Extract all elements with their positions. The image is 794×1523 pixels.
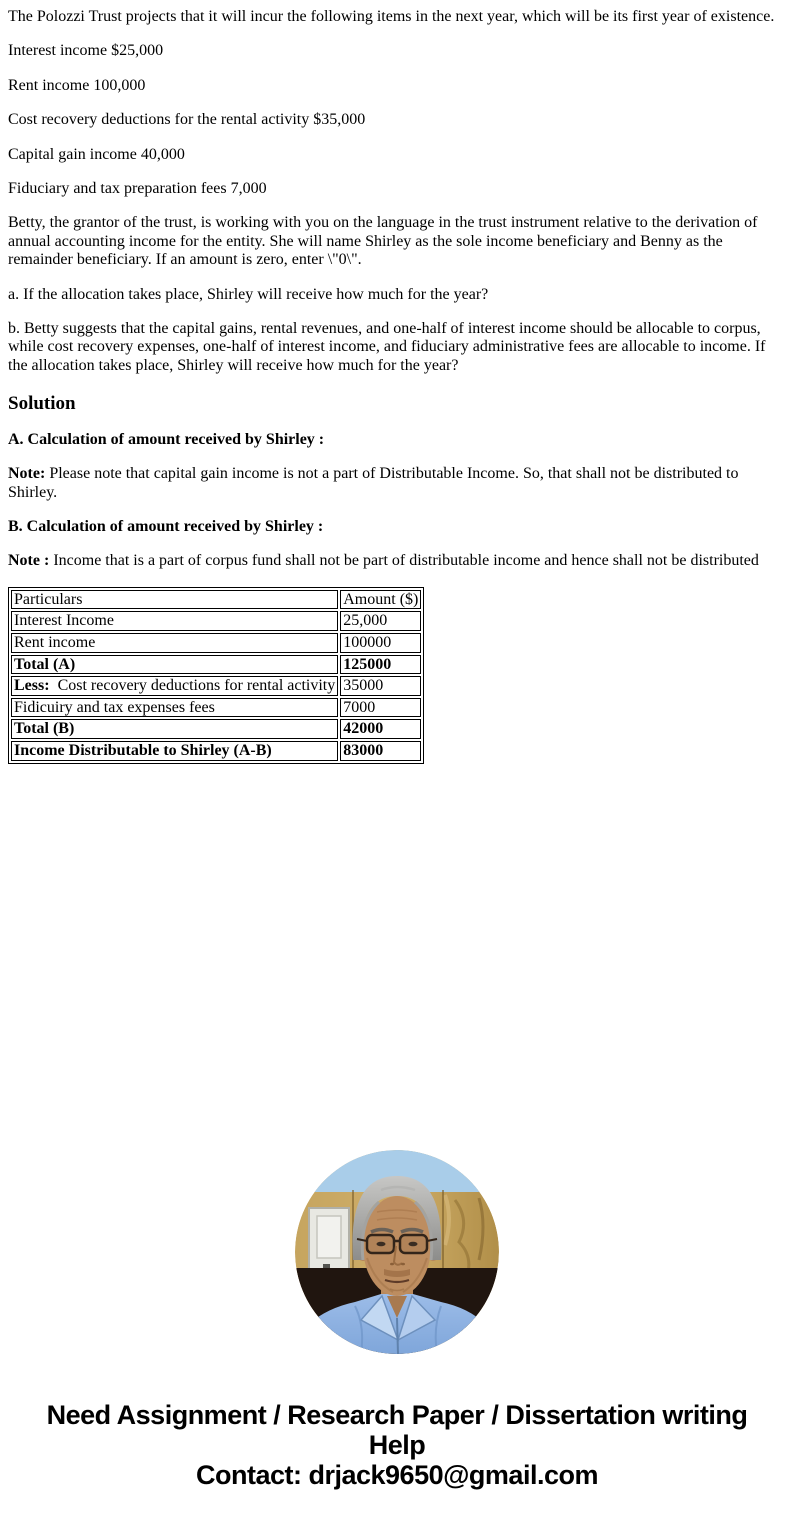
part-a-heading: A. Calculation of amount received by Shirley : — [8, 430, 325, 448]
particulars-cell: Interest Income — [11, 611, 338, 631]
amount-cell: 25,000 — [340, 611, 421, 631]
note-a-label: Note: — [8, 465, 46, 483]
portrait-illustration — [295, 1150, 499, 1354]
betty-paragraph: Betty, the grantor of the trust, is working with you on the language in the trust instrument relative to the derivation of annual accounting income for the entity. She will name Shirley as the sole income beneficiary and Benny as the remainder beneficiary. If an amount is zero, enter \"0\". — [8, 214, 758, 269]
note-b-label: Note : — [8, 552, 50, 570]
amount-cell: Amount ($) — [340, 590, 421, 610]
table-row — [11, 741, 421, 761]
particulars-cell: Income Distributable to Shirley (A-B) — [11, 741, 338, 761]
table-row — [11, 590, 421, 610]
question-a: a. If the allocation takes place, Shirley will receive how much for the year? — [8, 285, 489, 303]
footer-contact: Contact: drjack9650@gmail.com — [196, 1459, 598, 1490]
solution-heading: Solution — [8, 393, 76, 415]
particulars-cell: Fidicuiry and tax expenses fees — [11, 698, 338, 718]
amount-table-body — [11, 590, 421, 761]
footer — [8, 1400, 786, 1490]
part-b-heading: B. Calculation of amount received by Shirley : — [8, 518, 324, 536]
particulars-cell: Less: Cost recovery deductions for rental activity — [11, 676, 338, 696]
table-row — [11, 655, 421, 675]
given-item-capital-gain: Capital gain income 40,000 — [8, 145, 185, 163]
note-b — [8, 552, 786, 570]
given-item-cost-recovery: Cost recovery deductions for the rental activity $35,000 — [8, 111, 366, 129]
amount-cell: 100000 — [340, 633, 421, 653]
given-item-interest: Interest income $25,000 — [8, 42, 164, 60]
footer-help-text: Need Assignment / Research Paper / Dissertation writing Help — [46, 1399, 748, 1460]
amount-cell: 35000 — [340, 676, 421, 696]
given-item-fiduciary-fees: Fiduciary and tax preparation fees 7,000 — [8, 179, 267, 197]
particulars-cell: Total (A) — [11, 655, 338, 675]
table-row — [11, 698, 421, 718]
table-row — [11, 676, 421, 696]
note-a — [8, 465, 786, 502]
question-b: b. Betty suggests that the capital gains, rental revenues, and one-half of interest income should be allocable to corpus, while cost recovery expenses, one-half of interest income, and fiduciary administrative fees are allocable to income. If the allocation takes place, Shirley will receive how much for the year? — [8, 319, 766, 374]
amount-cell: 83000 — [340, 741, 421, 761]
table-row — [11, 633, 421, 653]
table-row — [11, 719, 421, 739]
amount-cell: 125000 — [340, 655, 421, 675]
given-item-rent: Rent income 100,000 — [8, 76, 146, 94]
note-a-text: Please note that capital gain income is not a part of Distributable Income. So, that shall not be distributed to Shirley. — [8, 465, 739, 501]
table-row — [11, 611, 421, 631]
amount-cell: 42000 — [340, 719, 421, 739]
note-b-text: Income that is a part of corpus fund shall not be part of distributable income and hence shall not be distributed — [49, 552, 759, 570]
particulars-cell: Total (B) — [11, 719, 338, 739]
man-portrait-photo — [295, 1150, 499, 1354]
amount-cell: 7000 — [340, 698, 421, 718]
avatar-wrap — [8, 1150, 786, 1354]
amount-table — [8, 587, 424, 764]
particulars-cell: Rent income — [11, 633, 338, 653]
particulars-cell: Particulars — [11, 590, 338, 610]
intro-paragraph: The Polozzi Trust projects that it will incur the following items in the next year, which will be its first year of existence. — [8, 8, 775, 25]
